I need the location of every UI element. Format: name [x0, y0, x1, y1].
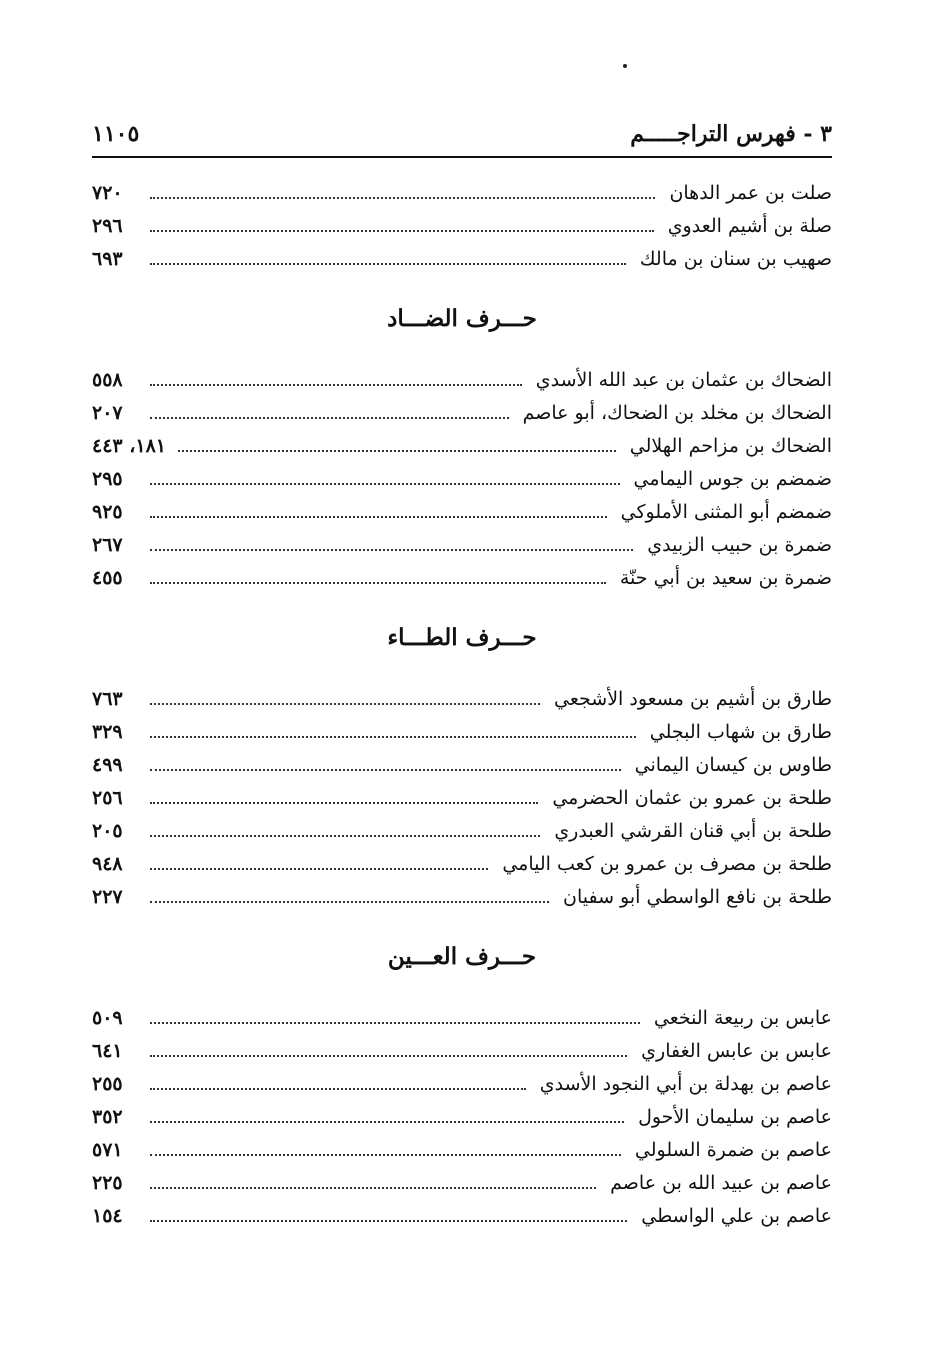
entry-pages: ١٨١، ٤٤٣ [92, 434, 166, 457]
index-entry [92, 495, 832, 528]
leader-dots [150, 1187, 596, 1189]
page-speck [623, 64, 627, 68]
leader-dots [150, 1055, 627, 1057]
entry-name: طارق بن شهاب البجلي [649, 720, 832, 743]
leader-dots [150, 197, 655, 199]
index-entry [92, 1166, 832, 1199]
page-number: ١١٠٥ [92, 121, 140, 147]
entry-pages: ٧٢٠ [92, 181, 123, 204]
leader-dots [150, 582, 606, 584]
entries-continued [92, 176, 832, 275]
index-entry [92, 715, 832, 748]
entry-pages: ٢٥٥ [92, 1072, 123, 1095]
entry-name: صلت بن عمر الدهان [669, 181, 832, 204]
entry-pages: ٥٠٩ [92, 1006, 123, 1029]
index-entry [92, 209, 832, 242]
entry-pages: ٣٥٢ [92, 1105, 123, 1128]
entry-name: عابس بن ربيعة النخعي [653, 1006, 832, 1029]
index-entry [92, 363, 832, 396]
leader-dots [150, 769, 621, 771]
entry-name: طلحة بن مصرف بن عمرو بن كعب اليامي [502, 852, 832, 875]
entry-pages: ٦٩٣ [92, 247, 123, 270]
section-entries-dad [92, 363, 832, 594]
index-entry [92, 781, 832, 814]
entry-pages: ٥٧١ [92, 1138, 123, 1161]
entry-pages: ٢٦٧ [92, 533, 123, 556]
index-entry [92, 1034, 832, 1067]
index-entry [92, 1100, 832, 1133]
index-entry [92, 176, 832, 209]
entry-pages: ١٥٤ [92, 1204, 123, 1227]
leader-dots [150, 483, 620, 485]
leader-dots [150, 417, 509, 419]
entry-name: الضحاك بن مزاحم الهلالي [629, 434, 832, 457]
entry-name: عابس بن عابس الغفاري [641, 1039, 832, 1062]
index-entry [92, 748, 832, 781]
index-entry [92, 880, 832, 913]
entry-pages: ٤٥٥ [92, 566, 123, 589]
entry-pages: ٣٢٩ [92, 720, 123, 743]
entry-pages: ٦٤١ [92, 1039, 123, 1062]
entry-pages: ٤٩٩ [92, 753, 123, 776]
entry-name: ضمرة بن سعيد بن أبي حنّة [619, 566, 832, 589]
entry-pages: ٢٩٥ [92, 467, 123, 490]
leader-dots [150, 230, 654, 232]
section-entries-ta [92, 682, 832, 913]
leader-dots [150, 1022, 640, 1024]
entry-pages: ٢٢٧ [92, 885, 123, 908]
leader-dots [150, 703, 540, 705]
entry-pages: ٩٤٨ [92, 852, 123, 875]
entry-pages: ٢٠٧ [92, 401, 123, 424]
entry-pages: ٢٠٥ [92, 819, 123, 842]
entry-name: طلحة بن أبي قنان القرشي العبدري [554, 819, 832, 842]
entry-name: الضحاك بن مخلد بن الضحاك، أبو عاصم [522, 401, 832, 424]
entry-pages: ٧٦٣ [92, 687, 123, 710]
entry-name: ضمضم بن جوس اليمامي [633, 467, 832, 490]
section-heading-ta: حـــرف الطـــاء [387, 624, 537, 651]
index-entry [92, 814, 832, 847]
index-entry [92, 561, 832, 594]
leader-dots [150, 1121, 624, 1123]
leader-dots [150, 516, 607, 518]
entry-name: صهيب بن سنان بن مالك [639, 247, 832, 270]
entry-pages: ٩٢٥ [92, 500, 123, 523]
index-entry [92, 1133, 832, 1166]
entry-name: صلة بن أشيم العدوي [667, 214, 832, 237]
entry-name: عاصم بن بهدلة بن أبي النجود الأسدي [539, 1072, 832, 1095]
entry-name: ضمرة بن حبيب الزبيدي [647, 533, 832, 556]
leader-dots [150, 835, 540, 837]
leader-dots [150, 384, 522, 386]
leader-dots [150, 1088, 526, 1090]
section-heading-dad: حـــرف الضـــاد [387, 305, 537, 332]
index-entry [92, 462, 832, 495]
entry-name: طلحة بن عمرو بن عثمان الحضرمي [552, 786, 832, 809]
leader-dots [150, 868, 488, 870]
entry-pages: ٥٥٨ [92, 368, 123, 391]
entry-name: عاصم بن سليمان الأحول [638, 1105, 832, 1128]
index-entry [92, 1199, 832, 1232]
index-entry [92, 1067, 832, 1100]
entry-name: ضمضم أبو المثنى الأملوكي [620, 500, 832, 523]
entry-name: طاوس بن كيسان اليماني [634, 753, 832, 776]
leader-dots [178, 450, 616, 452]
entry-name: عاصم بن عبيد الله بن عاصم [610, 1171, 832, 1194]
leader-dots [150, 263, 626, 265]
entry-name: عاصم بن علي الواسطي [641, 1204, 832, 1227]
index-entry [92, 242, 832, 275]
entry-name: طلحة بن نافع الواسطي أبو سفيان [563, 885, 832, 908]
section-heading-ain: حـــرف العـــين [387, 943, 537, 970]
index-entry [92, 1001, 832, 1034]
running-title: ٣ - فهرس التراجـــــم [630, 121, 832, 147]
index-entry [92, 528, 832, 561]
section-entries-ain [92, 1001, 832, 1232]
index-entry [92, 847, 832, 880]
entry-pages: ٢٩٦ [92, 214, 123, 237]
index-entry [92, 396, 832, 429]
leader-dots [150, 736, 636, 738]
leader-dots [150, 1154, 621, 1156]
entry-pages: ٢٥٦ [92, 786, 123, 809]
index-entry [92, 682, 832, 715]
entry-name: الضحاك بن عثمان بن عبد الله الأسدي [535, 368, 832, 391]
index-entry [92, 429, 832, 462]
leader-dots [150, 901, 549, 903]
entry-pages: ٢٢٥ [92, 1171, 123, 1194]
leader-dots [150, 1220, 627, 1222]
entry-name: عاصم بن ضمرة السلولي [634, 1138, 832, 1161]
leader-dots [150, 549, 633, 551]
entry-name: طارق بن أشيم بن مسعود الأشجعي [554, 687, 832, 710]
page-header [92, 112, 832, 158]
leader-dots [150, 802, 538, 804]
